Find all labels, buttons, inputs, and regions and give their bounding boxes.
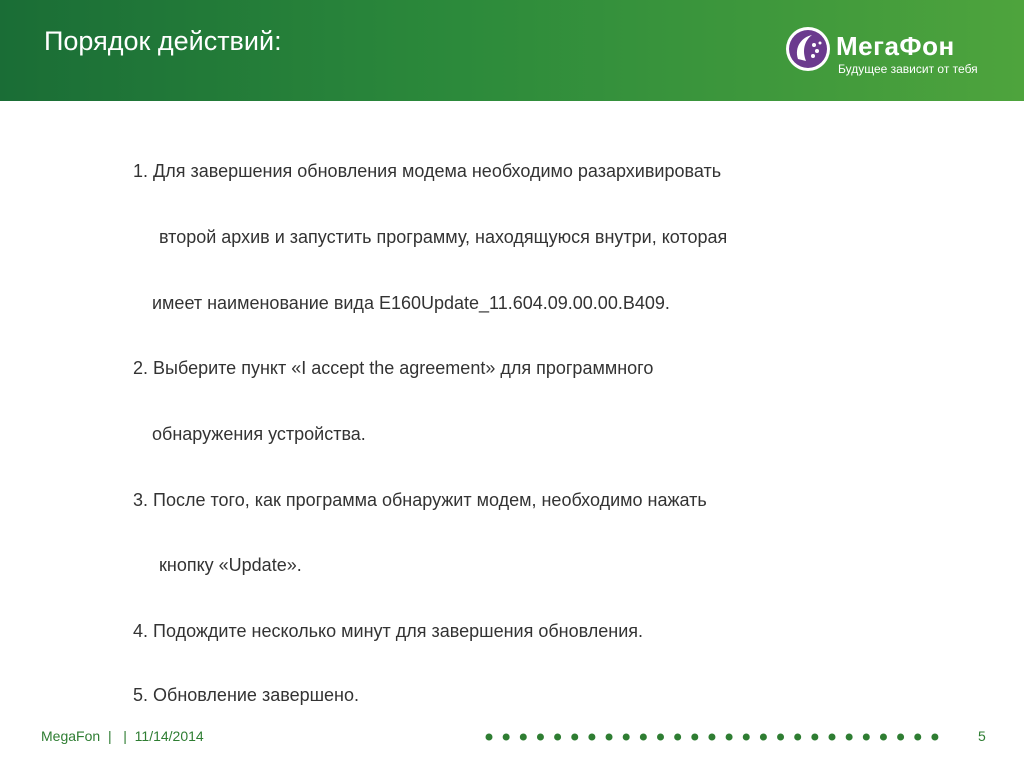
logo-tagline: Будущее зависит от тебя bbox=[838, 62, 978, 76]
footer-dot bbox=[571, 734, 578, 741]
step-2-line-2: обнаружения устройства. bbox=[152, 424, 366, 444]
footer-dot bbox=[657, 734, 664, 741]
footer-company: MegaFon bbox=[41, 728, 101, 744]
footer-dot bbox=[811, 734, 818, 741]
footer-dot bbox=[914, 734, 921, 741]
footer-dot bbox=[726, 734, 733, 741]
footer-separator-2: | bbox=[123, 728, 127, 744]
step-3-line-1: 3. После того, как программа обнаружит модем, необходимо нажать bbox=[133, 490, 707, 510]
slide-title: Порядок действий: bbox=[44, 26, 282, 56]
footer-dot bbox=[880, 734, 887, 741]
slide-header bbox=[0, 0, 1024, 101]
footer-dot bbox=[794, 734, 801, 741]
footer-dot-divider bbox=[484, 731, 944, 743]
footer-dot bbox=[674, 734, 681, 741]
step-5-line: 5. Обновление завершено. bbox=[133, 685, 359, 705]
footer-dot bbox=[554, 734, 561, 741]
footer-dot bbox=[846, 734, 853, 741]
step-3-line-2: кнопку «Update». bbox=[159, 555, 302, 575]
footer-dot bbox=[777, 734, 784, 741]
footer-dot bbox=[931, 734, 938, 741]
step-1-line-3: имеет наименование вида E160Update_11.604.09.00.00.B409. bbox=[152, 293, 670, 313]
footer-dot bbox=[691, 734, 698, 741]
footer-dot bbox=[588, 734, 595, 741]
logo-brand-name: МегаФон bbox=[836, 31, 955, 61]
megafon-logo-icon bbox=[784, 25, 832, 73]
footer-dot bbox=[486, 734, 493, 741]
footer-dot bbox=[537, 734, 544, 741]
footer-dot bbox=[897, 734, 904, 741]
footer-dot bbox=[640, 734, 647, 741]
footer-separator-1: | bbox=[107, 728, 112, 744]
step-4-line: 4. Подождите несколько минут для завершения обновления. bbox=[133, 621, 644, 641]
footer-dot bbox=[623, 734, 630, 741]
step-1-line-2: второй архив и запустить программу, находящуюся внутри, которая bbox=[159, 227, 728, 247]
page-number: 5 bbox=[978, 728, 986, 744]
megafon-logo bbox=[784, 25, 1020, 81]
footer-dot bbox=[863, 734, 870, 741]
step-2-line-1: 2. Выберите пункт «I accept the agreement» для программного bbox=[133, 358, 654, 378]
footer-dot bbox=[743, 734, 750, 741]
footer-date: 11/14/2014 bbox=[134, 728, 204, 744]
footer-dot bbox=[520, 734, 527, 741]
footer-dot bbox=[708, 734, 715, 741]
footer-dot bbox=[606, 734, 613, 741]
footer-dot bbox=[760, 734, 767, 741]
footer-dot bbox=[503, 734, 510, 741]
footer-dot bbox=[829, 734, 836, 741]
step-1-line-1: 1. Для завершения обновления модема необходимо разархивировать bbox=[133, 161, 722, 181]
footer-info bbox=[41, 728, 204, 744]
